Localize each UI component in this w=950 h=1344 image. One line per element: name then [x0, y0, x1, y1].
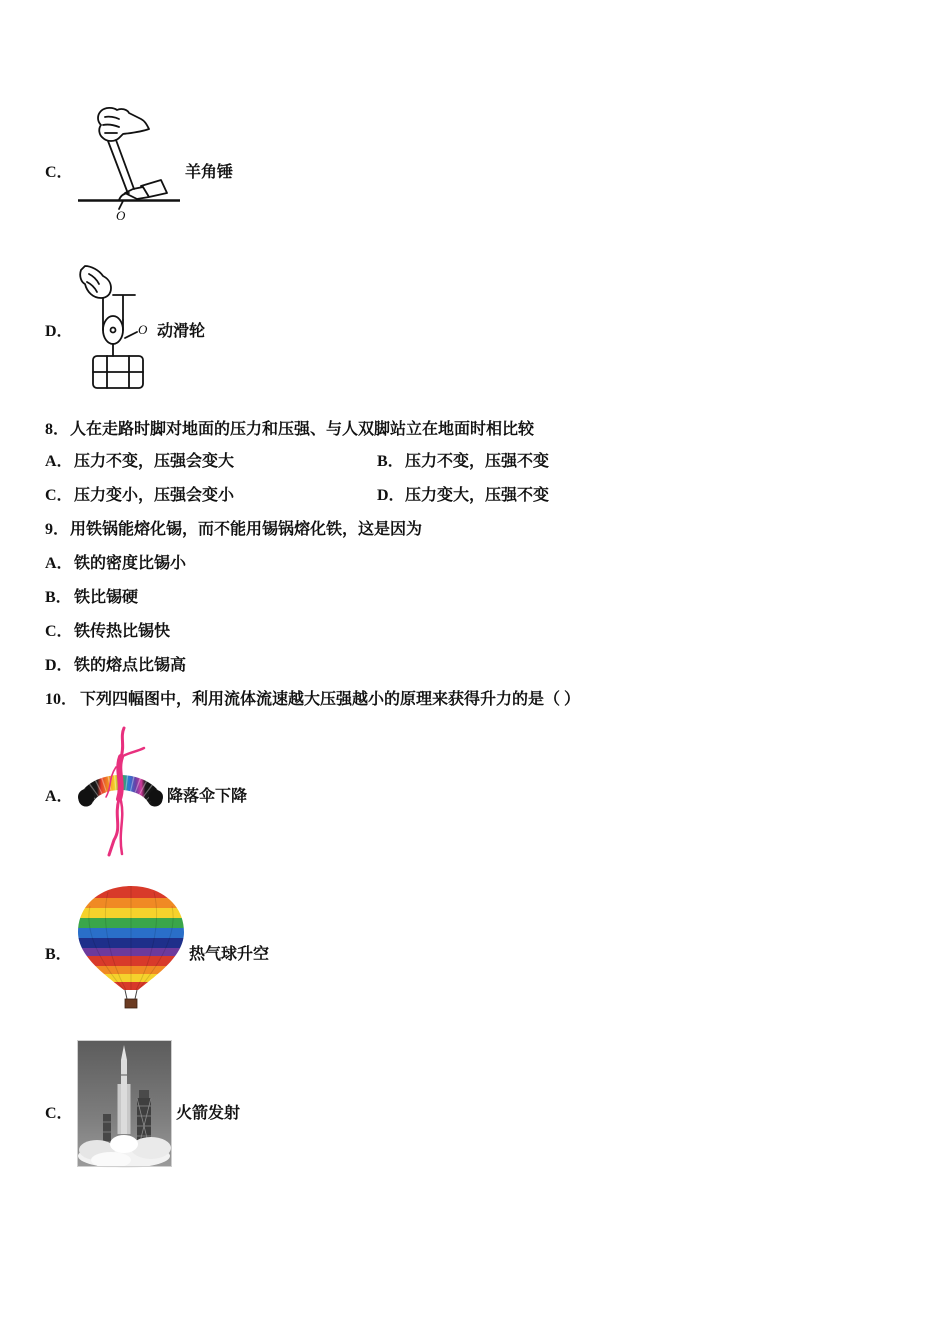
hand-outline — [80, 266, 111, 298]
canopy-left-puff — [78, 789, 94, 805]
q10-option-c-label: C． — [45, 1105, 73, 1122]
q8-option-c — [45, 486, 234, 506]
hammer-handle — [108, 140, 134, 191]
balloon-basket — [125, 999, 137, 1008]
stripe — [78, 908, 186, 918]
label-leader — [125, 332, 137, 338]
option-letter: B． — [45, 589, 72, 606]
q8-option-b — [377, 452, 549, 472]
figure-side-arm — [121, 748, 144, 757]
question-stem: 人在走路时脚对地面的压力和压强、与人双脚站立在地面时相比较 — [70, 421, 535, 438]
figure-body — [119, 757, 121, 799]
option-letter: A． — [45, 453, 73, 470]
stripe — [78, 898, 186, 908]
hand-outline — [98, 108, 149, 141]
option-text: 压力变大，压强不变 — [405, 487, 550, 504]
movable-pulley-figure — [75, 262, 157, 392]
stripe — [78, 884, 186, 898]
canopy-right-puff — [149, 790, 163, 804]
option-text: 压力变小，压强会变小 — [74, 487, 235, 504]
claw-hammer-figure — [75, 105, 187, 225]
stripe — [78, 956, 186, 966]
figure-leg-left — [109, 799, 119, 855]
q10-option-b-caption: 热气球升空 — [189, 946, 270, 963]
fulcrum-label: O — [116, 208, 126, 223]
q8-option-a — [45, 452, 234, 472]
question-number: 9． — [45, 521, 70, 538]
option-letter: D． — [377, 487, 405, 504]
option-label-c-hammer: C． — [45, 164, 73, 181]
question-stem: 用铁锅能熔化锡，而不能用锡锅熔化铁，这是因为 — [70, 521, 423, 538]
q9-option-d — [45, 656, 186, 676]
question-number: 10． — [45, 691, 78, 708]
option-text: 铁传热比锡快 — [74, 623, 171, 640]
q9-option-c — [45, 622, 170, 642]
option-letter: C． — [45, 487, 73, 504]
basket-ropes — [125, 990, 137, 999]
rocket-booster-left — [118, 1084, 122, 1134]
rocket-band — [121, 1074, 127, 1076]
balloon-envelope — [78, 884, 186, 992]
option-text: 压力不变，压强不变 — [405, 453, 550, 470]
stripe — [78, 974, 186, 982]
q8-option-d — [377, 486, 549, 506]
question-number: 8． — [45, 421, 70, 438]
question-8 — [45, 420, 534, 440]
pulley-axle — [111, 328, 116, 333]
stripe — [78, 982, 186, 992]
option-text: 铁比锡硬 — [74, 589, 139, 606]
q9-option-a — [45, 554, 186, 574]
caption-movable-pulley: 动滑轮 — [157, 323, 206, 340]
q9-option-b — [45, 588, 138, 608]
parachute-figure — [78, 727, 164, 860]
option-letter: C． — [45, 623, 73, 640]
q10-option-a-caption: 降落伞下降 — [167, 788, 248, 805]
caption-claw-hammer: 羊角锤 — [185, 164, 234, 181]
rocket-launch-photo — [77, 1040, 172, 1167]
figure-raised-arm — [121, 728, 124, 757]
question-10 — [45, 690, 580, 710]
question-9 — [45, 520, 422, 540]
rocket-body — [121, 1060, 127, 1134]
question-stem: 下列四幅图中，利用流体流速越大压强越小的原理来获得升力的是（ ） — [80, 691, 581, 708]
option-label-d-pulley: D． — [45, 323, 73, 340]
q10-option-b-label: B． — [45, 946, 72, 963]
stripe — [78, 948, 186, 956]
option-letter: B． — [377, 453, 404, 470]
q10-option-a-label: A． — [45, 788, 73, 805]
option-text: 铁的密度比锡小 — [74, 555, 187, 572]
stripe — [78, 918, 186, 928]
axis-label: O — [138, 322, 148, 337]
option-text: 铁的熔点比锡高 — [74, 657, 187, 674]
stripe — [78, 966, 186, 974]
figure-leg-right — [121, 801, 123, 854]
option-text: 压力不变，压强会变大 — [74, 453, 235, 470]
option-letter: A． — [45, 555, 73, 572]
option-letter: D． — [45, 657, 73, 674]
rocket-booster-right — [127, 1084, 131, 1134]
pulley-wheel — [103, 316, 123, 344]
q10-option-c-caption: 火箭发射 — [176, 1105, 241, 1122]
weight-straps — [93, 356, 143, 388]
hot-air-balloon-figure — [78, 884, 186, 1012]
